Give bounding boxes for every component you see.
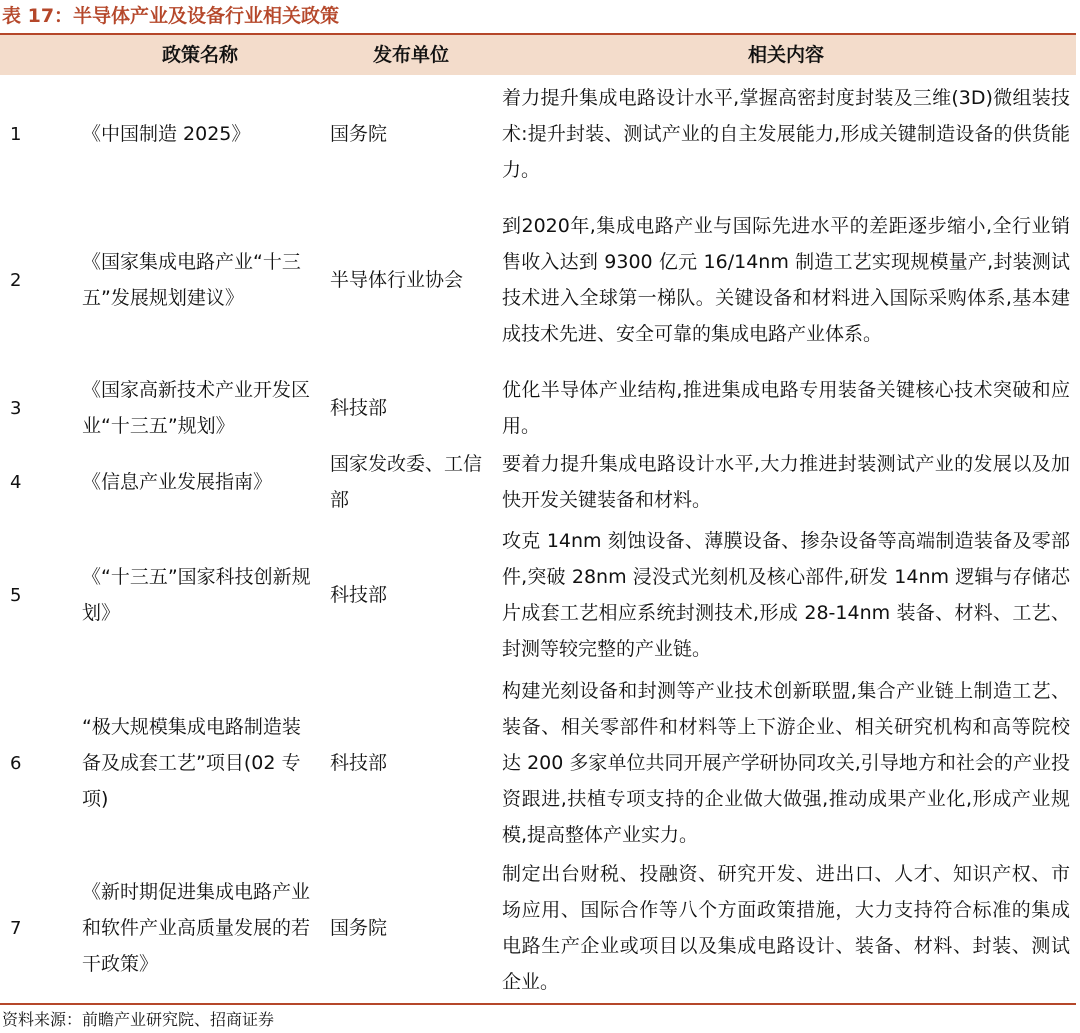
- policy-name: 《国家高新技术产业开发区业“十三五”规划》: [82, 379, 311, 437]
- issuer: 科技部: [330, 397, 388, 419]
- policy-content: 制定出台财税、投融资、研究开发、进出口、人才、知识产权、市场应用、国际合作等八个方面政策措施，大力支持符合标准的集成电路生产企业或项目以及集成电路设计、装备、材料、封装、测试企业。: [502, 863, 1070, 993]
- policy-content: 到2020年,集成电路产业与国际先进水平的差距逐步缩小,全行业销售收入达到 9300 亿元 16/14nm 制造工艺实现规模量产,封装测试技术进入全球第一梯队。关键设备和材料进入国际采购体系,基本建成技术先进、安全可靠的集成电路产业体系。: [502, 215, 1070, 345]
- header-issuer: 发布单位: [372, 44, 449, 66]
- table-row: [0, 671, 1076, 855]
- policy-content: 攻克 14nm 刻蚀设备、薄膜设备、掺杂设备等高端制造装备及零部件,突破 28nm 浸没式光刻机及核心部件,研发 14nm 逻辑与存储芯片成套工艺相应系统封测技术,形成 28-14nm 装备、材料、工艺、封测等较完整的产业链。: [502, 530, 1070, 660]
- issuer: 国务院: [330, 123, 388, 145]
- policy-name: 《中国制造 2025》: [82, 123, 251, 145]
- table-title: 表 17：半导体产业及设备行业相关政策: [2, 5, 340, 27]
- row-number: 7: [10, 917, 22, 939]
- row-number: 3: [10, 397, 22, 419]
- table-row: [0, 855, 1076, 1001]
- table-row: [0, 445, 1076, 519]
- policy-content: 构建光刻设备和封测等产业技术创新联盟,集合产业链上制造工艺、装备、相关零部件和材料等上下游企业、相关研究机构和高等院校达 200 多家单位共同开展产学研协同攻关,引导地方和社会的产业投资跟进,扶植专项支持的企业做大做强,推动成果产业化,形成产业规模,提高整体产业实力。: [502, 680, 1070, 846]
- row-number: 2: [10, 269, 22, 291]
- policy-name: 《新时期促进集成电路产业和软件产业高质量发展的若干政策》: [82, 881, 311, 975]
- table-row: [0, 519, 1076, 671]
- bottom-rule: [0, 1003, 1076, 1005]
- policy-name: 《“十三五”国家科技创新规划》: [82, 566, 311, 624]
- source-note: 资料来源：前瞻产业研究院、招商证券: [2, 1010, 275, 1029]
- issuer: 国家发改委、工信部: [330, 453, 483, 511]
- issuer: 国务院: [330, 917, 388, 939]
- table-row: [0, 189, 1076, 371]
- issuer: 半导体行业协会: [330, 269, 464, 291]
- table-row: [0, 371, 1076, 445]
- policy-content: 着力提升集成电路设计水平,掌握高密封度封装及三维(3D)微组装技术:提升封装、测试产业的自主发展能力,形成关键制造设备的供货能力。: [502, 87, 1070, 181]
- table-row: [0, 79, 1076, 189]
- policy-content: 要着力提升集成电路设计水平,大力推进封装测试产业的发展以及加快开发关键装备和材料。: [502, 453, 1070, 511]
- issuer: 科技部: [330, 584, 388, 606]
- policy-content: 优化半导体产业结构,推进集成电路专用装备关键核心技术突破和应用。: [502, 379, 1070, 437]
- header-policy-name: 政策名称: [161, 44, 238, 66]
- row-number: 4: [10, 471, 22, 493]
- issuer: 科技部: [330, 752, 388, 774]
- row-number: 6: [10, 752, 22, 774]
- header-content: 相关内容: [747, 44, 824, 66]
- policy-name: “极大规模集成电路制造装备及成套工艺”项目(02 专项): [82, 716, 301, 810]
- policy-name: 《信息产业发展指南》: [82, 471, 273, 493]
- policy-name: 《国家集成电路产业“十三五”发展规划建议》: [82, 251, 301, 309]
- table-header: [0, 35, 1076, 75]
- row-number: 1: [10, 123, 22, 145]
- row-number: 5: [10, 584, 22, 606]
